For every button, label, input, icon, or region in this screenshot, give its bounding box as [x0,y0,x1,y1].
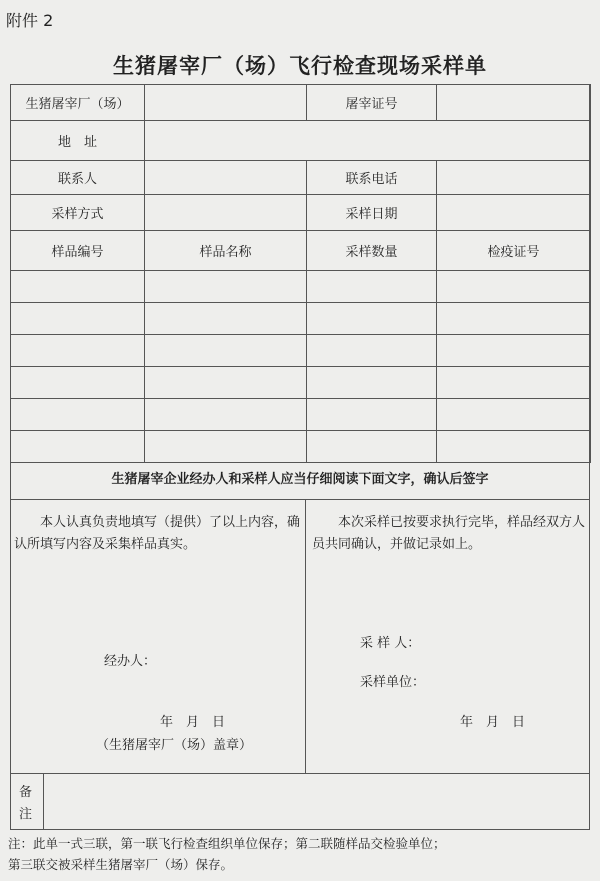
sample-cell[interactable] [437,367,591,399]
address-label: 地 址 [11,121,145,161]
sampler-label: 采 样 人： [360,636,421,651]
info-table [10,84,591,463]
cert-label: 屠宰证号 [307,85,437,121]
phone-field[interactable] [437,161,591,195]
date-field[interactable] [437,195,591,231]
table-row [11,399,591,431]
sample-cell[interactable] [437,271,591,303]
sample-cell[interactable] [307,399,437,431]
sample-cell[interactable] [145,399,307,431]
footnote-line-1: 注：此单一式三联，第一联飞行检查组织单位保存；第二联随样品交检验单位； [8,836,446,851]
form-title: 生猪屠宰厂（场）飞行检查现场采样单 [113,53,487,78]
cert-field[interactable] [437,85,591,121]
sampling-unit-label: 采样单位： [360,675,426,690]
method-label: 采样方式 [11,195,145,231]
sample-cell[interactable] [11,431,145,463]
date-label: 采样日期 [307,195,437,231]
sample-cell[interactable] [437,303,591,335]
col-header-sample-name: 样品名称 [145,231,307,271]
handler-label: 经办人： [104,654,157,669]
table-row [11,431,591,463]
sample-cell[interactable] [11,399,145,431]
sample-cell[interactable] [11,303,145,335]
signing-notice: 生猪屠宰企业经办人和采样人应当仔细阅读下面文字，确认后签字 [10,462,590,500]
table-row [11,367,591,399]
col-header-quarantine-no: 检疫证号 [437,231,591,271]
sample-cell[interactable] [11,335,145,367]
handler-date: 年 月 日 [160,715,226,730]
attachment-label: 附件 2 [6,11,54,30]
sample-cell[interactable] [437,335,591,367]
phone-label: 联系电话 [307,161,437,195]
sampler-statement: 本次采样已按要求执行完毕，样品经双方人员共同确认，并做记录如上。 [312,515,586,552]
table-row [11,335,591,367]
handler-statement: 本人认真负责地填写（提供）了以上内容，确认所填写内容及采集样品真实。 [14,515,301,552]
sampler-date: 年 月 日 [460,715,526,730]
factory-field[interactable] [145,85,307,121]
address-field[interactable] [145,121,591,161]
sample-cell[interactable] [11,271,145,303]
contact-label: 联系人 [11,161,145,195]
sample-cell[interactable] [145,431,307,463]
col-header-sample-no: 样品编号 [11,231,145,271]
remarks-field[interactable] [44,774,589,829]
method-field[interactable] [145,195,307,231]
table-row [11,303,591,335]
sample-cell[interactable] [145,303,307,335]
factory-label: 生猪屠宰厂（场） [11,85,145,121]
signature-divider [305,500,306,773]
sample-cell[interactable] [11,367,145,399]
sample-cell[interactable] [307,367,437,399]
sample-cell[interactable] [307,335,437,367]
sample-cell[interactable] [307,303,437,335]
factory-stamp-label: （生猪屠宰厂（场）盖章） [96,738,253,753]
footnote-line-2: 第三联交被采样生猪屠宰厂（场）保存。 [8,857,234,872]
table-row [11,271,591,303]
sample-cell[interactable] [437,399,591,431]
sample-cell[interactable] [307,271,437,303]
sample-cell[interactable] [145,335,307,367]
sample-cell[interactable] [437,431,591,463]
sample-cell[interactable] [145,271,307,303]
sample-cell[interactable] [307,431,437,463]
col-header-quantity: 采样数量 [307,231,437,271]
contact-field[interactable] [145,161,307,195]
remarks-label: 备注 [19,785,33,822]
sample-cell[interactable] [145,367,307,399]
